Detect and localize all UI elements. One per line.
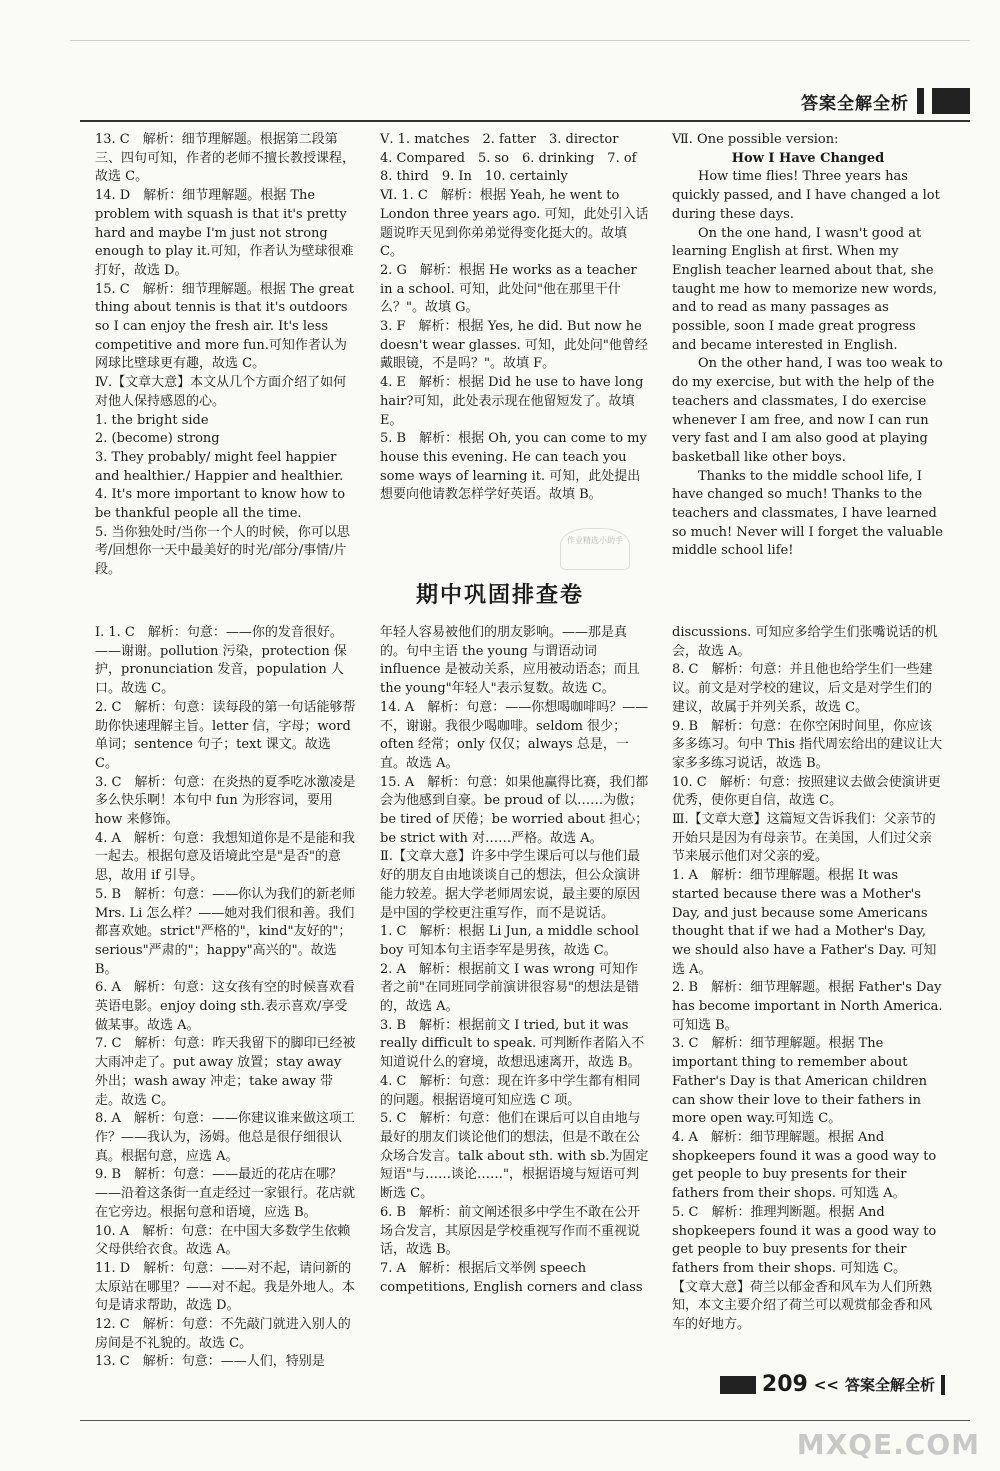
- answer-item: 11. D 解析：句意：——对不起，请问新的太原站在哪里？——对不起。我是外地人。本句是请求帮助，故选 D。: [95, 1260, 356, 1314]
- answer-item: 14. D 解析：细节理解题。根据 The problem with squash is that it's pretty hard and maybe I'm just not strong enough to play it.可知，作者认为壁球很难打好，故选 D。: [95, 188, 354, 278]
- bottom-column-2: [380, 624, 650, 1297]
- answer-item: 4. C 解析：句意：现在许多中学生都有相同的问题。根据语境可知应选 C 项。: [380, 1073, 641, 1108]
- answer-item: 15. C 解析：细节理解题。根据 The great thing about tennis is that it's outdoors so I can enjoy the fresh air. It's less competitive and more fun.可知作者认为网球比壁球更有趣，故选 C。: [95, 281, 354, 372]
- answer-item: 5. 当你独处时/当你一个人的时候，你可以思考/回想你一天中最美好的时光/部分/事情/片段。: [95, 524, 350, 578]
- answer-item: 5. B 解析：句意：——你认为我们的新老师 Mrs. Li 怎么样？——她对我们很和善。我们都喜欢她。strict"严格的"，kind"友好的"；serious"严肃的"；happy"高兴的"。故选 B。: [95, 886, 356, 977]
- top-border-line: [70, 40, 970, 41]
- header-bar-decoration: [917, 88, 924, 114]
- answer-item: Ⅳ.【文章大意】本文从几个方面介绍了如何对他人保持感恩的心。: [95, 375, 347, 409]
- footer-block-decoration: [720, 1376, 756, 1394]
- answer-item: 【文章大意】荷兰以郁金香和风车为人们所熟知，本文主要介绍了荷兰可以观赏郁金香和风车的好地方。: [672, 1279, 933, 1333]
- answer-item: 7. C 解析：句意：昨天我留下的脚印已经被大雨冲走了。put away 放置；stay away 外出；wash away 冲走；take away 带走。故选 C。: [95, 1036, 356, 1108]
- answer-item: 3. C 解析：句意：在炎热的夏季吃冰激凌是多么快乐啊！本句中 fun 为形容词，要用 how 来修饰。: [95, 774, 356, 828]
- essay-paragraph: On the one hand, I wasn't good at learning English at first. When my English teacher learned about that, she taught me how to memorize new words, and to read as many passages as possible, soon I made great progress and became interested in English.: [672, 225, 938, 353]
- answer-item: 4. Compared 5. so 6. drinking 7. of: [380, 150, 637, 166]
- stamp-text: 作业精选小助手: [567, 536, 623, 545]
- header-block-decoration: [932, 88, 970, 114]
- answer-item: 3. B 解析：根据前文 I tried, but it was really difficult to speak. 可判断作者陷入不知道说什么的窘境，故想迅速离开，故选 B。: [380, 1017, 645, 1071]
- top-column-2: [380, 131, 650, 505]
- footer-arrows: <<: [813, 1375, 839, 1394]
- bottom-border-line: [80, 1420, 970, 1421]
- answer-item: 2. A 解析：根据前文 I was wrong 可知作者之前"在同班同学前演讲很容易"的想法是错的，故选 A。: [380, 961, 639, 1015]
- answer-item: 1. A 解析：细节理解题。根据 It was started because there was a Mother's Day, and just because some Americans thought that if we had a Mother's Day, we should also have a Father's Day. 可知选 A。: [672, 868, 937, 977]
- top-column-1: [95, 131, 357, 580]
- answer-item: 6. A 解析：句意：这女孩有空的时候喜欢看英语电影。enjoy doing sth.表示喜欢/享受做某事。故选 A。: [95, 980, 355, 1033]
- header-title: 答案全解全析: [801, 93, 909, 114]
- answer-item: 2. G 解析：根据 He works as a teacher in a school. 可知，此处问"他在那里干什么？"。故填 G。: [380, 262, 637, 316]
- answer-item: 8. C 解析：句意：并且他也给学生们一些建议。前文是对学校的建议，后文是对学生们的建议，故属于并列关系，故选 C。: [672, 662, 933, 715]
- essay-paragraph: Thanks to the middle school life, I have changed so much! Thanks to the teachers and classmates, I have learned so much! Never will I forget the valuable middle school life!: [672, 468, 943, 559]
- page-footer: [720, 1372, 945, 1397]
- answer-item: 8. A 解析：句意：——你建议谁来做这项工作？——我认为，汤姆。他总是很仔细很认真。根据句意，应选 A。: [95, 1111, 355, 1164]
- answer-item: 8. third 9. In 10. certainly: [380, 169, 568, 185]
- answer-item: 5. C 解析：句意：他们在课后可以自由地与最好的朋友们谈论他们的想法，但是不敢在公众场合发言。talk about sth. with sb.为固定短语"与……谈论……"，根据语境与短语可判断选 C。: [380, 1111, 649, 1202]
- essay-paragraph: On the other hand, I was too weak to do my exercise, but with the help of the teachers and classmates, I do exercise whenever I am free, and now I can run very fast and I am also good at playing basketball like other boys.: [672, 356, 943, 465]
- answer-item: Ⅰ. 1. C 解析：句意：——你的发音很好。——谢谢。pollution 污染，protection 保护，pronunciation 发音，population 人口。故选 C。: [95, 625, 347, 697]
- answer-item: 7. A 解析：根据后文举例 speech competitions, English corners and class: [380, 1260, 643, 1295]
- answer-item: 12. C 解析：句意：不先敲门就进入别人的房间是不礼貌的。故选 C。: [95, 1317, 351, 1351]
- answer-item: 4. A 解析：句意：我想知道你是不是能和我一起去。根据句意及语境此空是"是否"的意思，故用 if 引导。: [95, 830, 355, 884]
- answer-item: 13. C 解析：细节理解题。根据第二段第三、四句可知，作者的老师不擅长教授课程，故选 C。: [95, 132, 356, 185]
- answer-item: 4. A 解析：细节理解题。根据 And shopkeepers found it was a good way to get people to buy presents for their fathers from their shops. 可知选 A。: [672, 1129, 937, 1202]
- top-column-3: [672, 131, 944, 561]
- section-title: 期中巩固排查卷: [415, 583, 584, 608]
- answer-item: 3. They probably/ might feel happier and healthier./ Happier and healthier.: [95, 449, 344, 484]
- answer-item: 9. B 解析：句意：在你空闲时间里，你应该多多练习。句中 This 指代周宏给出的建议让大家多多练习说话，故选 B。: [672, 718, 943, 771]
- answer-item: Ⅴ. 1. matches 2. fatter 3. director: [380, 132, 619, 147]
- answer-item: 3. C 解析：细节理解题。根据 The important thing to remember about Father's Day is that American children can show their love to their fathers in more open way.可知选 C。: [672, 1036, 927, 1127]
- header-rule: [80, 120, 970, 122]
- answer-item: 9. B 解析：句意：——最近的花店在哪？——沿着这条街一直走经过一家银行。花店就在它旁边。根据句意和语境，应选 B。: [95, 1167, 356, 1220]
- answer-item: 6. B 解析：前文阐述很多中学生不敢在公开场合发言，其原因是学校重视写作而不重视说话，故选 B。: [380, 1204, 641, 1258]
- stamp-logo: [560, 528, 630, 570]
- answer-item: 5. C 解析：推理判断题。根据 And shopkeepers found it was a good way to get people to buy presents for their fathers from their shops. 可知选 C。: [672, 1204, 937, 1276]
- answer-item: 2. B 解析：细节理解题。根据 Father's Day has become important in North America.可知选 B。: [672, 980, 943, 1033]
- answer-item: Ⅱ.【文章大意】许多中学生课后可以与他们最好的朋友自由地谈谈自己的想法，但公众演讲能力较差。据大学老师周宏说，最主要的原因是中国的学校更注重写作，而不是说话。: [380, 849, 641, 921]
- answer-item: 4. It's more important to know how to be thankful people all the time.: [95, 487, 346, 522]
- answer-item: 2. (become) strong: [95, 431, 220, 447]
- page-number: 209: [761, 1372, 808, 1397]
- essay-label: Ⅶ. One possible version:: [672, 132, 839, 147]
- answer-item: 3. F 解析：根据 Yes, he did. But now he doesn't wear glasses. 可知，此处问"他曾经戴眼镜，不是吗？"。故填 F。: [380, 319, 648, 372]
- bottom-column-3: [672, 624, 944, 1335]
- answer-item: 2. C 解析：句意：读每段的第一句话能够帮助你快速理解主旨。letter 信，字母；word 单词；sentence 句子；text 课文。故选 C。: [95, 699, 356, 771]
- answer-item: 15. A 解析：句意：如果他赢得比赛，我们都会为他感到自豪。be proud of 以……为傲；be tired of 厌倦；be worried about 担心；be strict with 对……严格。故选 A。: [380, 774, 649, 846]
- essay-paragraph: How time flies! Three years has quickly passed, and I have changed a lot during these days.: [672, 169, 940, 222]
- answer-item: Ⅵ. 1. C 解析：根据 Yeah, he went to London three years ago. 可知，此处引入话题说昨天见到你弟弟觉得变化挺大的。故填 C。: [380, 188, 649, 260]
- answer-item: 1. C 解析：根据 Li Jun, a middle school boy 可知本句主语李军是男孩，故选 C。: [380, 924, 639, 958]
- watermark: MXQE.COM: [796, 1428, 980, 1461]
- answer-item: Ⅲ.【文章大意】这篇短文告诉我们：父亲节的开始只是因为有母亲节。在美国，人们过父亲节来展示他们对父亲的爱。: [672, 812, 936, 865]
- answer-item: 5. B 解析：根据 Oh, you can come to my house this evening. He can teach you some ways of learning it. 可知，此处提出想要向他请教怎样学好英语。故填 B。: [380, 431, 647, 503]
- footer-label: 答案全解全析: [844, 1376, 935, 1394]
- answer-item: 年轻人容易被他们的朋友影响。——那是真的。句中主语 the young 与谓语动词 influence 是被动关系，应用被动语态；而且 the young"年轻人"表示复数。故选 C。: [380, 625, 640, 697]
- page-header: [801, 88, 970, 114]
- answer-item: 10. A 解析：句意：在中国大多数学生依赖父母供给衣食。故选 A。: [95, 1223, 351, 1258]
- answer-item: discussions. 可知应多给学生们张嘴说话的机会，故选 A。: [672, 625, 938, 659]
- answer-item: 10. C 解析：句意：按照建议去做会使演讲更优秀，使你更自信，故选 C。: [672, 774, 941, 809]
- bottom-column-1: [95, 624, 357, 1372]
- answer-item: 14. A 解析：句意：——你想喝咖啡吗？——不，谢谢。我很少喝咖啡。seldom 很少；often 经常；only 仅仅；always 总是，一直。故选 A。: [380, 699, 649, 771]
- essay-title: How I Have Changed: [731, 150, 885, 166]
- answer-item: 1. the bright side: [95, 412, 209, 428]
- answer-item: 4. E 解析：根据 Did he use to have long hair?可知，此处表示现在他留短发了。故填 E。: [380, 375, 644, 428]
- answer-item: 13. C 解析：句意：——人们，特别是: [95, 1354, 325, 1370]
- footer-bar-decoration: [941, 1375, 945, 1395]
